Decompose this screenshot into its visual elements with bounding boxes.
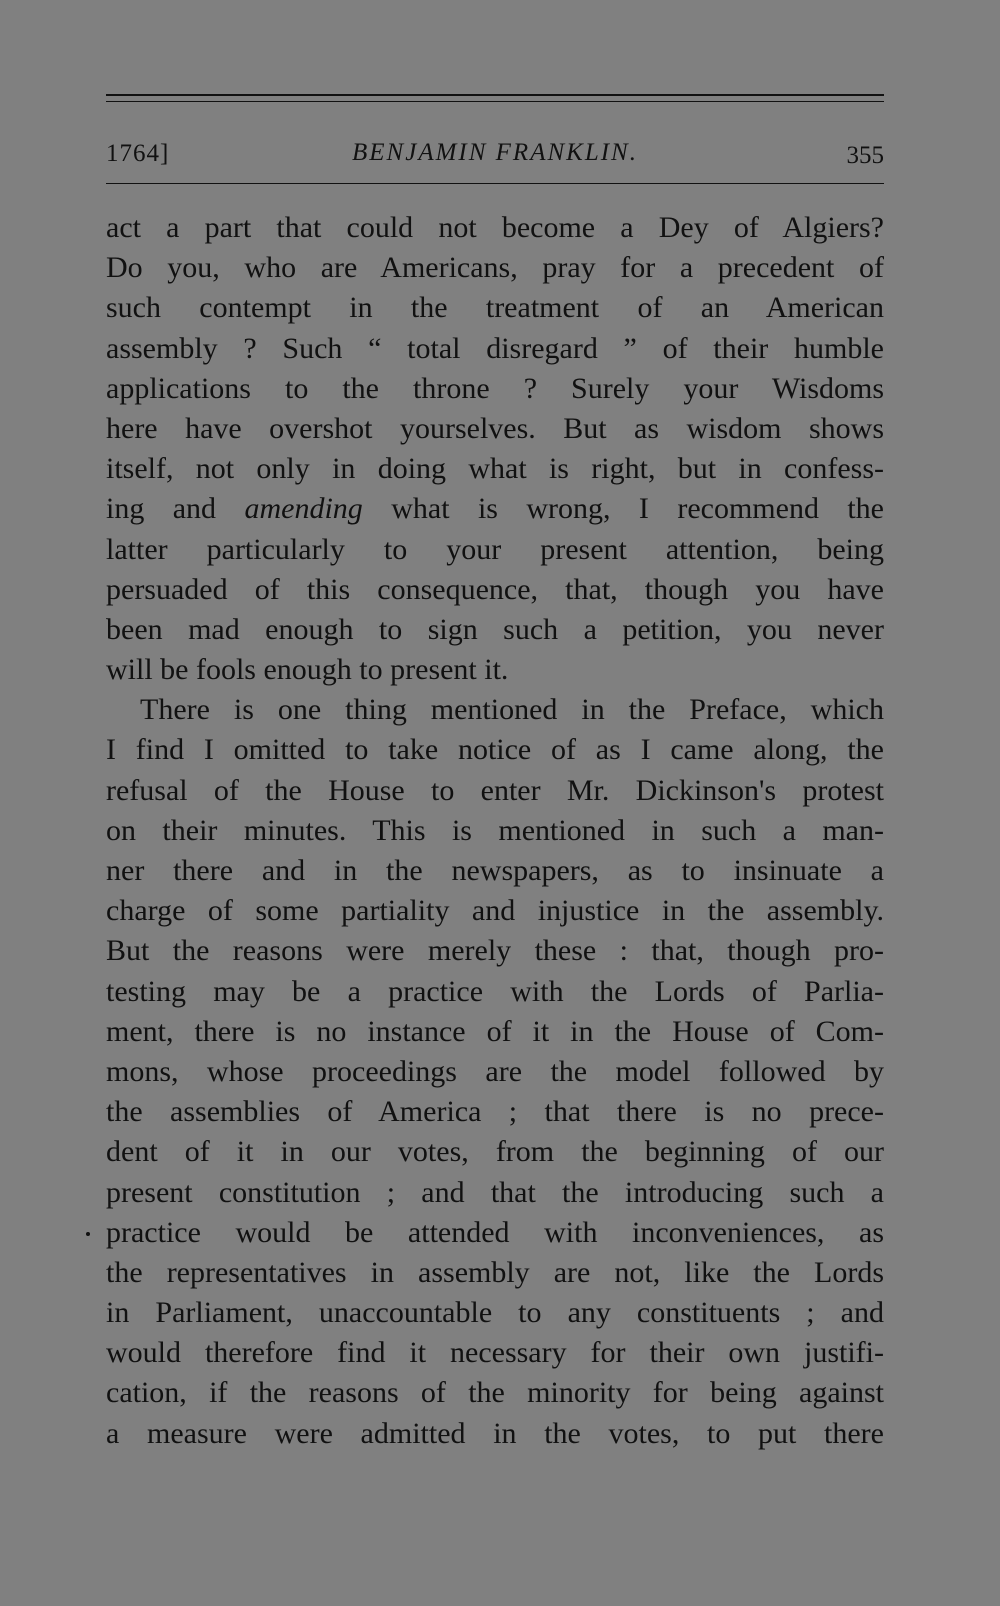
text-line: I find I omitted to take notice of as I came along, the <box>106 733 884 767</box>
text-line: itself, not only in doing what is right, but in confess- <box>106 452 884 486</box>
text-line: on their minutes. This is mentioned in such a man- <box>106 813 884 847</box>
header-title: BENJAMIN FRANKLIN. <box>352 139 638 166</box>
book-page <box>106 94 884 1454</box>
text-line: act a part that could not become a Dey of Algiers? <box>106 211 884 244</box>
text-line: here have overshot yourselves. But as wisdom shows <box>106 411 884 445</box>
text-line: been mad enough to sign such a petition, you never <box>106 612 884 646</box>
text-line: Do you, who are Americans, pray for a precedent of <box>106 251 884 285</box>
text-line: testing may be a practice with the Lords of Parlia- <box>106 974 884 1008</box>
text-line: such contempt in the treatment of an American <box>106 291 884 325</box>
text-line-with-italic <box>106 489 884 529</box>
text-line: a measure were admitted in the votes, to put there <box>106 1416 884 1450</box>
text-line: persuaded of this consequence, that, though you have <box>106 572 884 606</box>
text-fragment: what is wrong, I recommend the <box>362 492 885 526</box>
text-line: But the reasons were merely these : that, though pro- <box>106 934 884 968</box>
margin-mark <box>86 1232 90 1236</box>
text-fragment: ing and <box>106 492 245 526</box>
page-number: 355 <box>846 142 884 169</box>
text-line: would therefore find it necessary for their own justifi- <box>106 1336 884 1370</box>
header-year: 1764] <box>106 140 170 167</box>
text-line: refusal of the House to enter Mr. Dickinson's protest <box>106 773 884 807</box>
text-line: cation, if the reasons of the minority for being against <box>106 1376 884 1410</box>
text-line: applications to the throne ? Surely your Wisdoms <box>106 371 884 405</box>
text-line: charge of some partiality and injustice in the assembly. <box>106 894 884 928</box>
text-line: ment, there is no instance of it in the House of Com- <box>106 1014 884 1048</box>
italic-word: amending <box>244 492 363 526</box>
text-line: latter particularly to your present attention, being <box>106 532 884 566</box>
header-double-rule <box>106 94 884 102</box>
text-line: assembly ? Such “ total disregard ” of their humble <box>106 331 884 365</box>
text-line: the representatives in assembly are not, like the Lords <box>106 1255 884 1289</box>
body-text <box>106 208 884 1454</box>
text-line: ner there and in the newspapers, as to insinuate a <box>106 854 884 887</box>
text-line: present constitution ; and that the introducing such a <box>106 1175 884 1209</box>
text-line: practice would be attended with inconveniences, as <box>106 1215 884 1249</box>
text-line: the assemblies of America ; that there is no prece- <box>106 1095 884 1129</box>
text-line: mons, whose proceedings are the model followed by <box>106 1054 884 1088</box>
text-line: will be fools enough to present it. <box>106 653 509 687</box>
header-rule <box>106 183 884 184</box>
text-line: in Parliament, unaccountable to any constituents ; and <box>106 1296 884 1330</box>
running-header <box>106 102 884 169</box>
text-line: dent of it in our votes, from the beginning of our <box>106 1135 884 1169</box>
text-line: There is one thing mentioned in the Preface, which <box>140 693 884 727</box>
